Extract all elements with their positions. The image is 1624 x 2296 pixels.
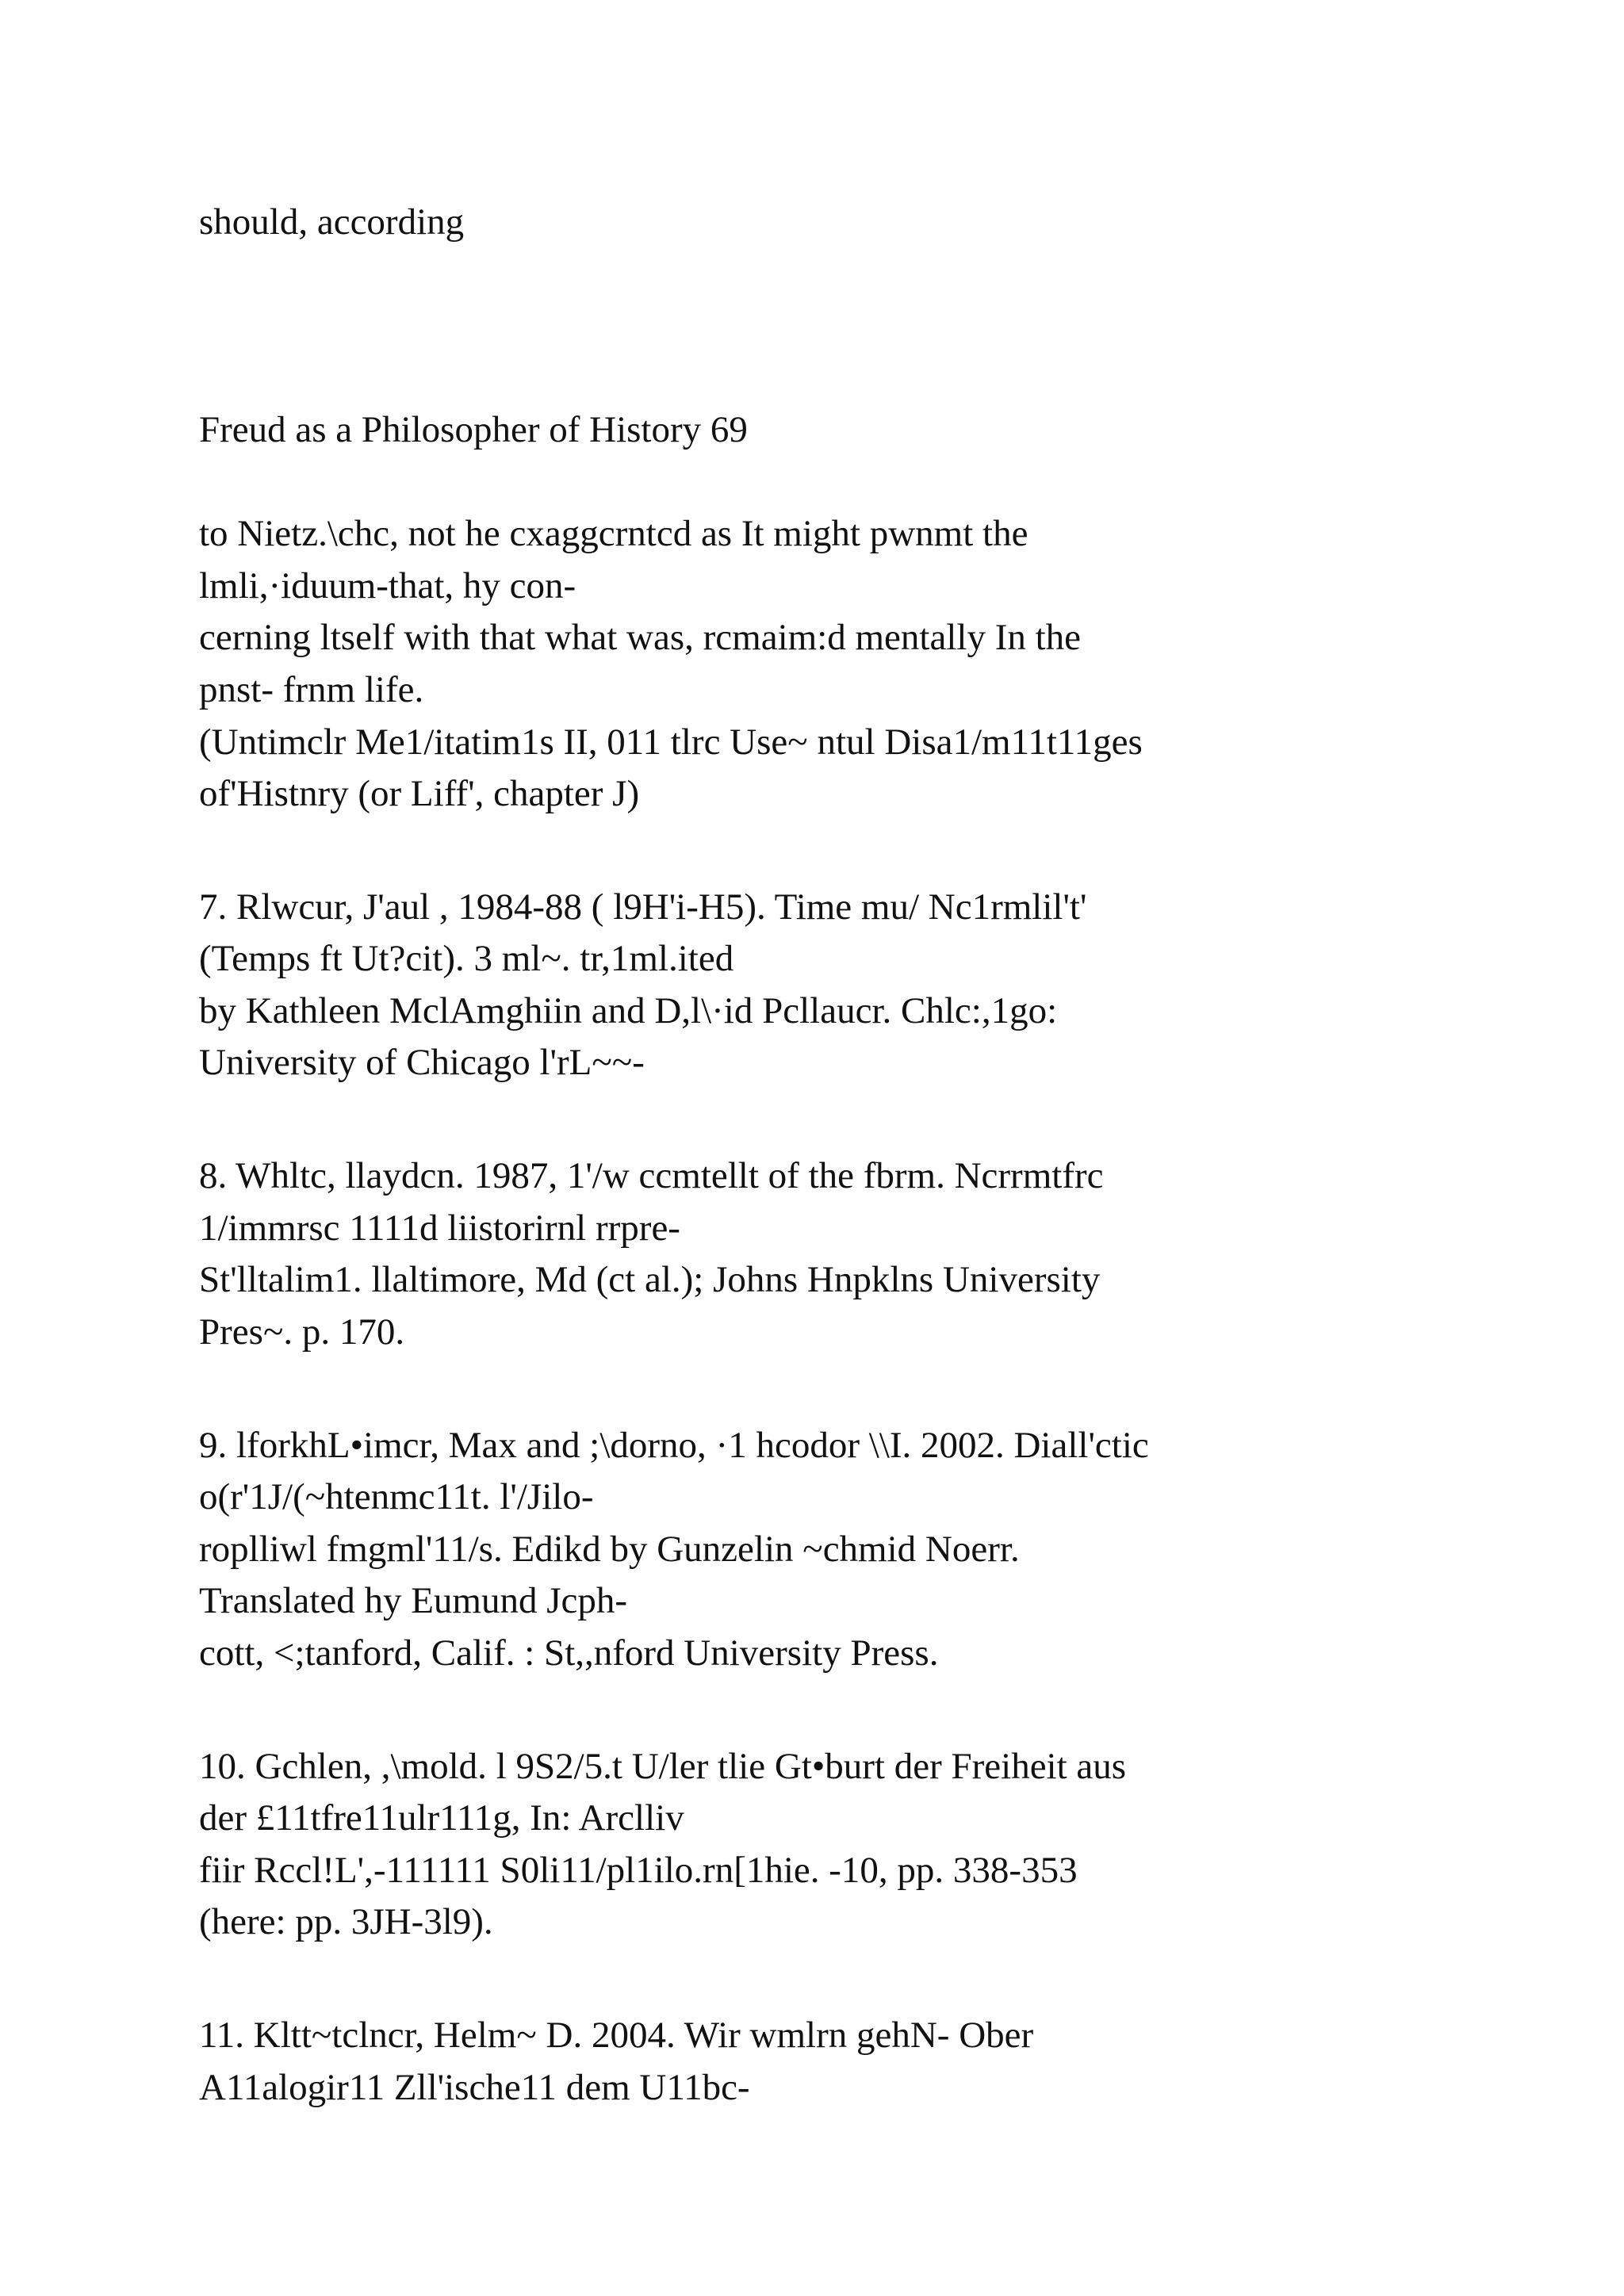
reference-line: cott, <;tanford, Calif. : St,,nford University Press. bbox=[199, 1632, 939, 1674]
reference-line: 11. Kltt~tclncr, Helm~ D. 2004. Wir wmlrn gehN- Ober bbox=[199, 2015, 1034, 2056]
reference-line: Pres~. p. 170. bbox=[199, 1311, 405, 1353]
reference-line: 1/immrsc 1111d liistorirnl rrpre- bbox=[199, 1207, 680, 1249]
body-line: cerning ltself with that what was, rcmaim:d mentally In the bbox=[199, 617, 1082, 658]
reference-line: fiir Rccl!L',-111111 S0li11/pl1ilo.rn[1hie. -10, pp. 338-353 bbox=[199, 1850, 1078, 1891]
body-line: (Untimclr Me1/itatim1s II, 011 tlrc Use~ ntul Disa1/m11t11ges bbox=[199, 721, 1143, 763]
reference-line: der £11tfre11ulr111g, In: Arclliv bbox=[199, 1797, 684, 1839]
reference-line: A11alogir11 Zll'ische11 dem U11bc- bbox=[199, 2067, 750, 2108]
reference-line: 7. Rlwcur, J'aul , 1984-88 ( l9H'i-H5). Time mu/ Nc1rmlil't' bbox=[199, 886, 1087, 928]
reference-line: (here: pp. 3JH-3l9). bbox=[199, 1901, 493, 1942]
reference-line: by Kathleen MclAmghiin and D,l\·id Pcllaucr. Chlc:,1go: bbox=[199, 990, 1058, 1031]
reference-line: 9. lforkhL•imcr, Max and ;\dorno, ·1 hcodor \\I. 2002. Diall'ctic bbox=[199, 1425, 1149, 1466]
reference-line: roplliwl fmgml'11/s. Edikd by Gunzelin ~chmid Noerr. bbox=[199, 1529, 1020, 1570]
running-header: Freud as a Philosopher of History 69 bbox=[199, 409, 748, 450]
reference-line: (Temps ft Ut?cit). 3 ml~. tr,1ml.ited bbox=[199, 938, 734, 979]
reference-line: St'lltalim1. llaltimore, Md (ct al.); Johns Hnpklns University bbox=[199, 1259, 1101, 1300]
reference-line: University of Chicago l'rL~~- bbox=[199, 1042, 645, 1083]
body-line: to Nietz.\chc, not he cxaggcrntcd as It might pwnmt the bbox=[199, 513, 1028, 554]
fragment-line: should, according bbox=[199, 201, 465, 243]
reference-line: o(r'1J/(~htenmc11t. l'/Jilo- bbox=[199, 1476, 594, 1517]
body-line: of'Histnry (or Liff', chapter J) bbox=[199, 773, 640, 814]
reference-line: Translated hy Eumund Jcph- bbox=[199, 1580, 628, 1621]
body-line: lmli,·iduum-that, hy con- bbox=[199, 565, 576, 607]
reference-line: 8. Whltc, llaydcn. 1987, 1'/w ccmtellt of the fbrm. Ncrrmtfrc bbox=[199, 1155, 1104, 1196]
reference-line: 10. Gchlen, ,\mold. l 9S2/5.t U/ler tlie Gt•burt der Freiheit aus bbox=[199, 1746, 1127, 1787]
body-line: pnst- frnm life. bbox=[199, 669, 424, 710]
